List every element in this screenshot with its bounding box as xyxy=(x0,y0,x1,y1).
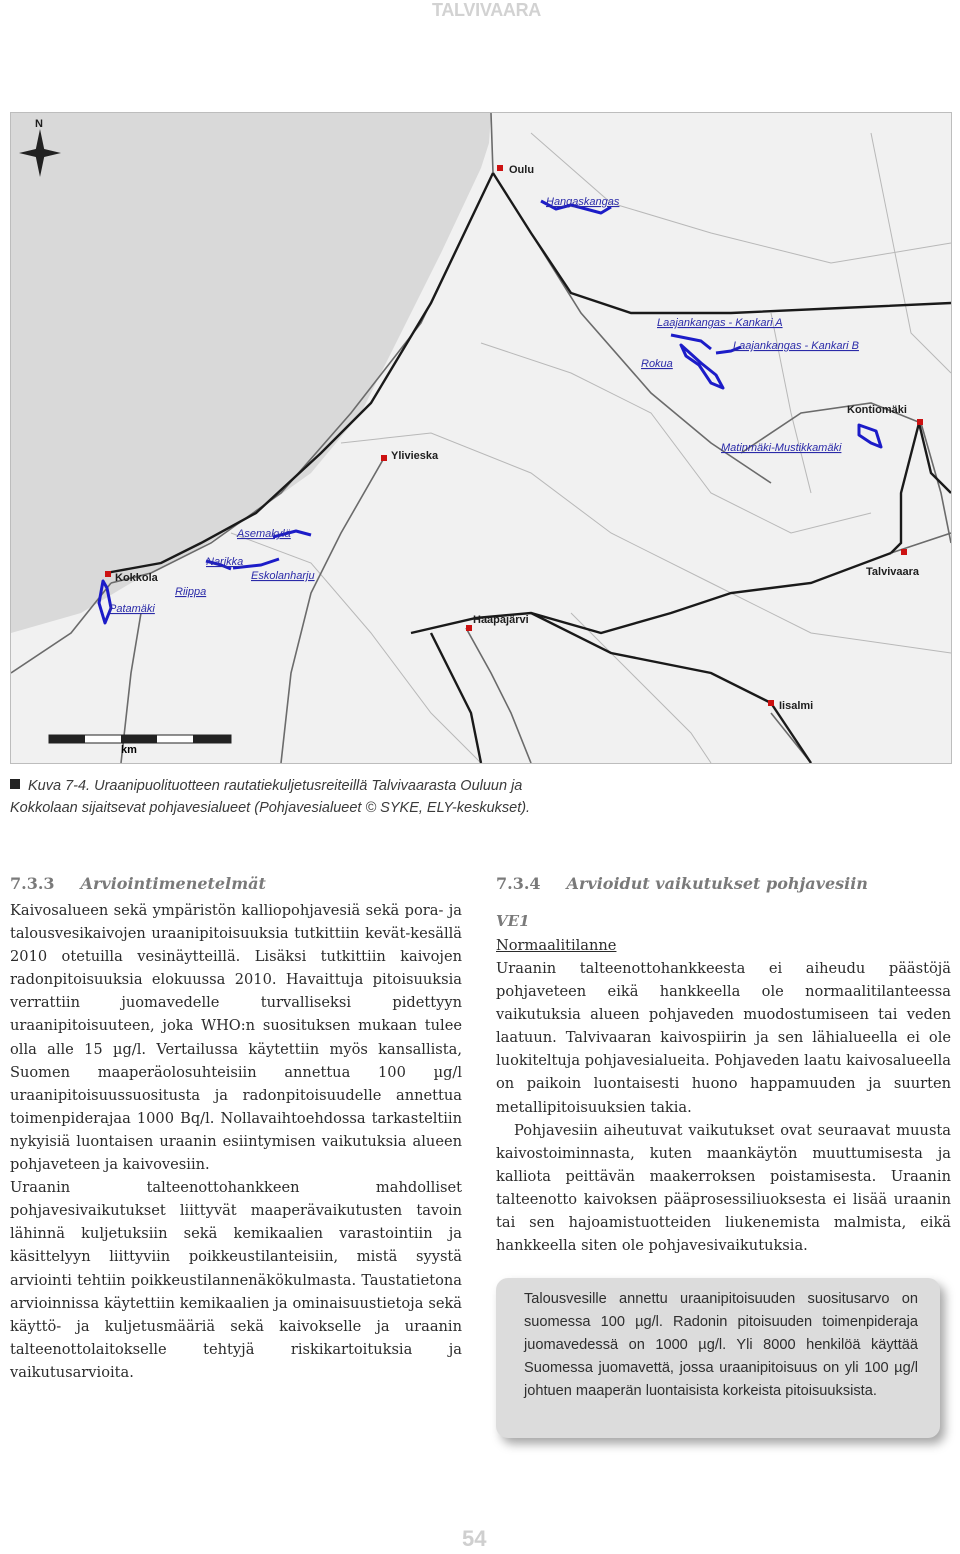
section-heading-734 xyxy=(496,872,951,896)
header-title: TALVIVAARA xyxy=(432,0,541,20)
right-column xyxy=(496,872,951,1257)
aquifer-label-laajankangas-b: Laajankangas - Kankari B xyxy=(733,340,859,352)
caption-bullet-icon xyxy=(10,779,20,789)
aquifer-label-hangaskangas: Hangaskangas xyxy=(546,196,620,208)
left-column xyxy=(10,872,462,1384)
sea-area xyxy=(11,113,491,633)
paragraph: Uraanin talteenottohankkeesta ei aiheudu päästöjä pohjaveteen eikä hankkeella ole normaalitilanteessa vaikutuksia alueen pohjaveden muodostumiseen tai veden laatuun. Talvivaaran kaivospiirin ja sen lähialueella ei ole luokiteltuja pohjavesialueita. Pohjaveden laatu kaivosalueella on paikoin luontaisesti huono happamuuden ja suurten metallipitoisuuksien takia. xyxy=(496,960,951,1116)
city-label-kokkola: Kokkola xyxy=(115,572,158,584)
aquifer-laajankangas-a xyxy=(671,335,711,349)
aquifer-label-rokua: Rokua xyxy=(641,358,673,370)
aquifer-label-eskolanharju: Eskolanharju xyxy=(251,570,315,582)
page-number: 54 xyxy=(462,1526,487,1551)
aquifer-label-laajankangas-a: Laajankangas - Kankari A xyxy=(657,317,783,329)
ve-heading: VE1 xyxy=(496,912,530,930)
section-heading-733 xyxy=(10,872,462,896)
aquifer-matinmaki xyxy=(859,425,881,447)
marker-ylivieska xyxy=(381,455,387,461)
info-box-text: Talousvesille annettu uraanipitoisuuden suositusarvo on suomessa 100 µg/l. Radonin pitoisuuden toimenpideraja juomavedessä on 1000 µg/l. Yli 8000 henkilöä käyttää Suomessa juomavettä, jossa uraanipitoisuus on yli 100 µg/l johtuen maaperän luontaisista korkeista pitoisuuksista. xyxy=(524,1291,918,1399)
marker-talvivaara xyxy=(901,549,907,555)
aquifer-label-asemakyla: Asemakylä xyxy=(237,528,291,540)
section-number: 7.3.3 xyxy=(10,874,55,893)
marker-haapajarvi xyxy=(466,625,472,631)
aquifer-label-matinmaki: Matinmäki-Mustikkamäki xyxy=(721,442,842,454)
paragraph: Pohjavesiin aiheutuvat vaikutukset ovat seuraavat muusta kaivostoiminnasta, kuten maankäytön muuttumisesta ja kalliota peittävän maakerroksen poistamisesta. Uraanin talteenotto kaivoksen pääprosessiliuoksesta ei lisää uraanin tai sen hajoamistuotteiden liukenemista malmista, eikä hankkeella siten ole pohjavesivaikutuksia. xyxy=(496,1121,951,1255)
marker-kokkola xyxy=(105,571,111,577)
aquifer-label-patamaki: Patamäki xyxy=(109,603,155,615)
aquifer-label-narikka: Narikka xyxy=(206,556,244,568)
marker-iisalmi xyxy=(768,700,774,706)
city-label-haapajarvi: Haapajärvi xyxy=(473,614,529,626)
caption-line-1: Kuva 7-4. Uraanipuolituotteen rautatiekuljetusreiteillä Talvivaarasta Ouluun ja xyxy=(10,775,650,797)
city-label-iisalmi: Iisalmi xyxy=(779,700,814,712)
scale-bar xyxy=(49,735,231,756)
section-title: Arviointimenetelmät xyxy=(80,874,266,893)
marker-kontiomaki xyxy=(917,419,923,425)
north-label: N xyxy=(35,118,43,130)
railway-map xyxy=(10,112,952,764)
caption-line-2: Kokkolaan sijaitsevat pohjavesialueet (Pohjavesialueet © SYKE, ELY-keskukset). xyxy=(10,800,531,816)
city-label-kontiomaki: Kontiomäki xyxy=(847,404,907,416)
paragraph: Uraanin talteenottohankkeen mahdolliset pohjavesivaikutukset liittyvät maaperävaikutusten tavoin lähinnä kuljetuksiin sekä kemikaalien varastointiin ja käsittelyyn liittyviin poikkeustilanteisiin, mistä syystä arviointi tehtiin poikkeustilannenäkökulmasta. Taustatietona arvioinnissa käytettiin kemikaalien ja ominaisuustietoja sekä käyttö- ja kuljetusmääriä sekä kaivokselle ja uraanin talteenottolaitokselle tehtyjä riskikartoituksia ja vaikutusarvioita. xyxy=(10,1179,462,1381)
paragraph: Kaivosalueen sekä ympäristön kalliopohjavesiä sekä pora- ja talousvesikaivojen uraanipitoisuuksia tutkittiin kevät-kesällä 2010 otetuilla vesinäytteillä. Lisäksi tutkittiin kaivojen radonpitoisuuksia elokuussa 2010. Havaittuja pitoisuuksia verrattiin juomavedelle turvalliseksi pidettyyn uraanipitoisuuteen, joka WHO:n suosituksen mukaan tulee olla alle 15 µg/l. Vertailussa käytettiin myös kansallista, Suomen maaperäolosuhteisiin annettua 100 µg/l uraanipitoisuussuositusta ja radonpitoisuudelle annettua toimenpiderajaa 1000 Bq/l. Nollavaihtoehdossa tarkasteltiin nykyisiä luontaisen uraanin esiintymisen vaikutuksia alueen pohjaveteen ja kaivovesiin. xyxy=(10,902,462,1174)
section-number: 7.3.4 xyxy=(496,874,541,893)
subheading: Normaalitilanne xyxy=(496,937,617,954)
figure-caption xyxy=(10,775,650,819)
section-title: Arvioidut vaikutukset pohjavesiin xyxy=(566,874,868,893)
city-label-ylivieska: Ylivieska xyxy=(391,450,439,462)
city-label-oulu: Oulu xyxy=(509,164,535,176)
city-label-talvivaara: Talvivaara xyxy=(866,566,920,578)
scale-label: km xyxy=(121,744,137,756)
aquifer-label-riippa: Riippa xyxy=(175,586,207,598)
info-box xyxy=(496,1278,940,1438)
marker-oulu xyxy=(497,165,503,171)
